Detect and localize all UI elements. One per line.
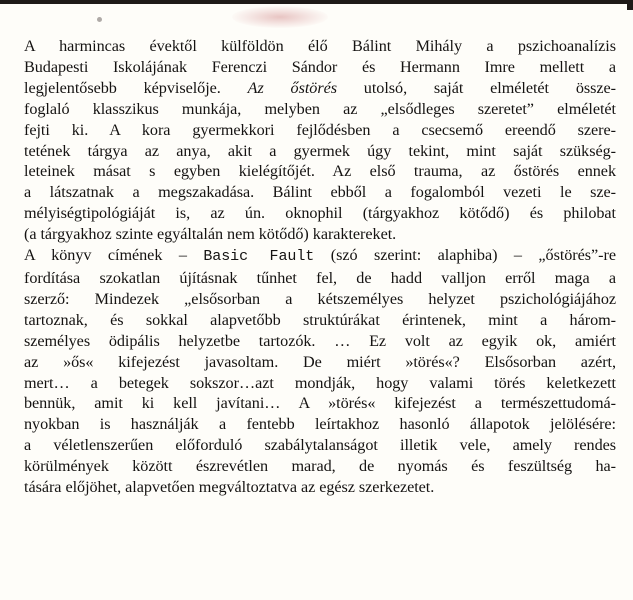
text-line bbox=[24, 289, 616, 310]
text-segment: a véletlenszerűen előforduló szabálytalanságot illetik vele, amely rendes bbox=[24, 436, 616, 455]
text-line bbox=[24, 456, 616, 477]
text-line bbox=[24, 99, 616, 120]
text-segment: A könyv címének – bbox=[24, 246, 204, 265]
text-segment: legjelentősebb képviselője. bbox=[24, 78, 248, 97]
text-line bbox=[24, 414, 616, 435]
speck-mark bbox=[97, 17, 102, 22]
text-line bbox=[24, 57, 616, 78]
text-line bbox=[24, 141, 616, 162]
body-text bbox=[24, 36, 616, 498]
text-line bbox=[24, 435, 616, 456]
top-border-rule bbox=[0, 0, 633, 4]
text-line bbox=[24, 120, 616, 141]
text-segment: körülmények között észrevétlen marad, de nyomás és feszültség ha- bbox=[24, 457, 616, 476]
text-segment: leteinek másat s egyben kielégítőjét. Az első trauma, az őstörés ennek bbox=[24, 162, 616, 181]
text-segment: fordítása szokatlan újításnak tűnhet fel, de hadd valljon erről maga a bbox=[24, 268, 616, 287]
text-segment: foglaló klasszikus munkája, melyben az „elsődleges szeretet” elméletét bbox=[24, 99, 616, 118]
text-segment: az »ős« kifejezést javasoltam. De miért »törés«? Elsősorban azért, bbox=[24, 352, 616, 371]
text-segment: (a tárgyakhoz szinte egyáltalán nem kötődő) karaktereket. bbox=[24, 225, 397, 244]
text-segment: fejti ki. A kora gyermekkori fejlődésben a csecsemő ereendő szere- bbox=[24, 120, 616, 139]
text-segment: utolsó, saját elméletét össze- bbox=[336, 78, 616, 97]
paragraph-2 bbox=[24, 245, 616, 498]
text-line bbox=[24, 36, 616, 57]
book-title-italic: Az őstörés bbox=[247, 78, 337, 97]
text-segment: tására előjöhet, alapvetően megváltoztatva az egész szerkezetet. bbox=[24, 478, 435, 497]
text-segment: Budapesti Iskolájának Ferenczi Sándor és Hermann Imre mellett a bbox=[24, 57, 616, 76]
text-line bbox=[24, 245, 616, 268]
text-line bbox=[24, 310, 616, 331]
original-title: Basic Fault bbox=[203, 248, 315, 266]
text-segment: a látszatnak a megszakadása. Bálint ebből a fogalomból vezeti le sze- bbox=[24, 183, 616, 202]
text-line bbox=[24, 477, 616, 498]
text-segment: A harmincas évektől külföldön élő Bálint Mihály a pszichoanalízis bbox=[24, 37, 616, 55]
text-segment: nyokban is használják a fentebb leírtakhoz hasonló állapotok jelölésére: bbox=[24, 415, 616, 434]
text-segment: tetének tárgya az anya, akit a gyermek úgy tekint, mint saját szükség- bbox=[24, 141, 616, 160]
paragraph-1 bbox=[24, 36, 616, 245]
text-line bbox=[24, 373, 616, 394]
text-line bbox=[24, 78, 616, 99]
text-segment: (szó szerint: alaphiba) – „őstörés”-re bbox=[314, 246, 616, 265]
text-line bbox=[24, 268, 616, 289]
text-segment: mert… a betegek sokszor…azt mondják, hogy valami törés keletkezett bbox=[24, 373, 616, 392]
text-segment: tartoznak, és sokkal alapvetőbb struktúrákat érintenek, mint a három- bbox=[24, 310, 616, 329]
text-segment: személyes ödipális helyzetbe tartozók. … Ez volt az egyik ok, amiért bbox=[24, 331, 616, 350]
text-line bbox=[24, 393, 616, 414]
text-line bbox=[24, 203, 616, 224]
corner-mark bbox=[627, 0, 633, 10]
text-segment: mélyiségtipológiáját is, az ún. oknophil (tárgyakhoz kötődő) és philobat bbox=[24, 204, 616, 223]
text-line bbox=[24, 224, 616, 245]
ink-stain bbox=[232, 6, 328, 28]
text-line bbox=[24, 352, 616, 373]
text-line bbox=[24, 161, 616, 182]
text-line bbox=[24, 331, 616, 352]
text-line bbox=[24, 182, 616, 203]
text-segment: bennük, amit ki kell javítani… A »törés« kifejezést a természettudomá- bbox=[24, 394, 616, 413]
text-segment: szerző: Mindezek „elsősorban a kétszemélyes helyzet pszichológiájához bbox=[24, 289, 616, 308]
